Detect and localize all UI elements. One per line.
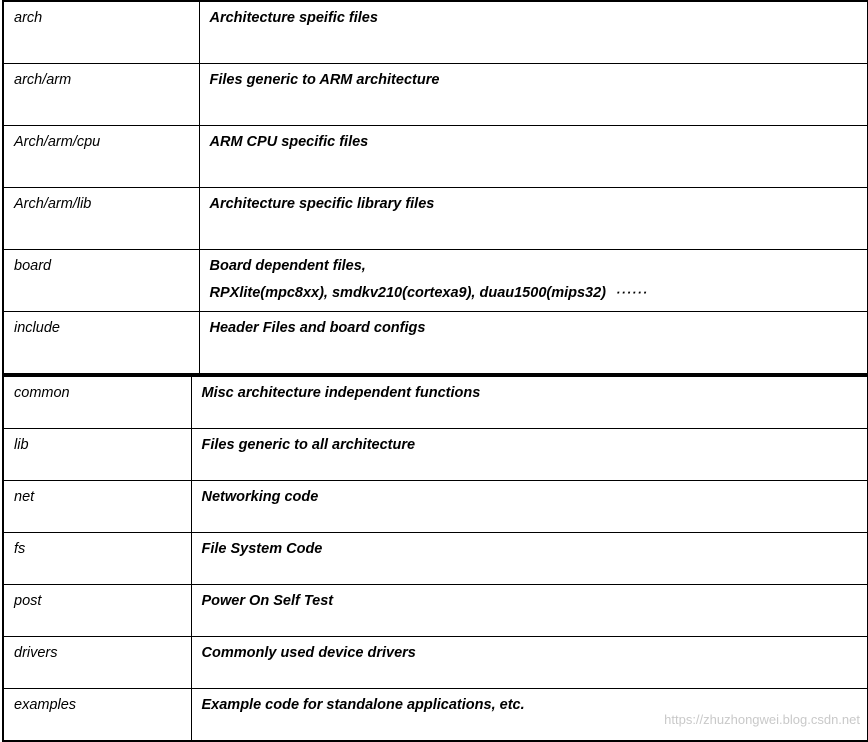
directory-table-top [2,0,868,375]
desc-line-2 [210,283,858,305]
directory-name-cell: include [3,312,199,375]
directory-desc-cell: Example code for standalone applications, etc. [191,689,868,742]
desc-line-2-text: RPXlite(mpc8xx), smdkv210(cortexa9), duau1500(mips32) [209,284,607,301]
directory-name-cell: drivers [3,637,191,689]
desc-line-1: Board dependent files, [209,258,366,274]
table-row [3,188,868,250]
directory-name-cell: Arch/arm/cpu [3,126,199,188]
table-row [3,533,868,585]
directory-desc-cell: Networking code [191,481,868,533]
directory-name-cell: Arch/arm/lib [3,188,199,250]
table-row [3,376,868,429]
directory-desc-cell: Architecture speific files [199,1,868,64]
directory-name-cell: arch [3,1,199,64]
directory-name-cell: lib [3,429,191,481]
table-row [3,429,868,481]
directory-desc-cell: Commonly used device drivers [191,637,868,689]
directory-name-cell: fs [3,533,191,585]
table-row [3,1,868,64]
table-row [3,312,868,375]
directory-desc-cell: ARM CPU specific files [199,126,868,188]
directory-name-cell: arch/arm [3,64,199,126]
directory-desc-cell: Header Files and board configs [199,312,868,375]
table-row [3,250,868,312]
ellipsis-dots: ······ [616,284,649,300]
table-row [3,64,868,126]
directory-desc-cell [199,250,868,312]
directory-name-cell: examples [3,689,191,742]
directory-name-cell: board [3,250,199,312]
directory-table-bottom [2,375,868,742]
directory-desc-cell: Architecture specific library files [199,188,868,250]
directory-desc-cell: Power On Self Test [191,585,868,637]
directory-desc-cell: File System Code [191,533,868,585]
table-row [3,126,868,188]
directory-desc-cell: Files generic to ARM architecture [199,64,868,126]
directory-desc-cell: Misc architecture independent functions [191,376,868,429]
directory-desc-cell: Files generic to all architecture [191,429,868,481]
directory-name-cell: common [3,376,191,429]
table-row [3,637,868,689]
table-row [3,585,868,637]
directory-name-cell: net [3,481,191,533]
table-row [3,481,868,533]
watermark-text: https://zhuzhongwei.blog.csdn.net [664,712,860,727]
directory-name-cell: post [3,585,191,637]
